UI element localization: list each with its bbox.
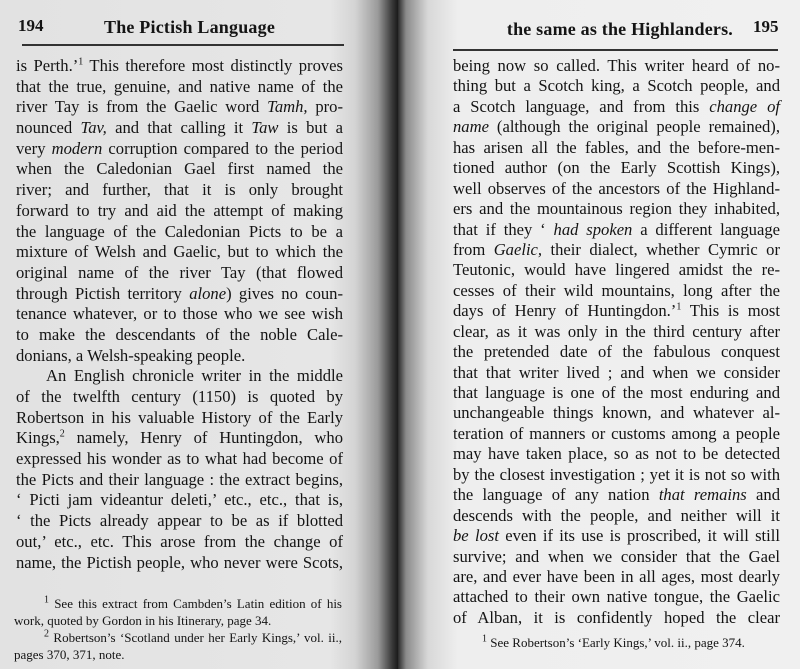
text-line bbox=[16, 408, 343, 429]
text-line bbox=[14, 595, 342, 612]
text-segment: of the twelfth century (1150) is quoted by bbox=[16, 387, 343, 406]
text-line bbox=[453, 424, 780, 444]
text-segment: corruption compared to the period bbox=[102, 138, 343, 158]
text-segment: are, and ever have been in all ages, most dearly bbox=[453, 566, 780, 586]
text-line bbox=[16, 304, 343, 325]
text-line bbox=[453, 444, 780, 464]
text-segment: This is most bbox=[681, 301, 780, 321]
text-line bbox=[453, 179, 780, 199]
text-segment: that the true, genuine, and native name of the bbox=[16, 76, 343, 96]
italic-text: name bbox=[453, 117, 489, 137]
text-line bbox=[16, 532, 343, 553]
text-line bbox=[16, 159, 343, 180]
text-segment: pro- bbox=[307, 97, 344, 117]
text-line bbox=[16, 201, 343, 222]
text-segment: that if they ‘ bbox=[453, 219, 554, 239]
text-segment: river Tay is from the Gaelic word bbox=[16, 97, 268, 117]
text-line bbox=[453, 281, 780, 301]
text-segment: work, quoted by Gordon in his Itinerary, page 34. bbox=[14, 613, 272, 628]
header-rule bbox=[22, 44, 344, 46]
text-segment: forward to try and aid the attempt of making bbox=[16, 200, 343, 220]
text-segment: to make the descendants of the noble Cale- bbox=[16, 324, 343, 344]
text-line bbox=[16, 97, 343, 118]
text-line bbox=[453, 240, 780, 260]
text-line bbox=[16, 118, 343, 139]
text-segment: (although the original people remained), bbox=[488, 117, 780, 137]
text-line bbox=[16, 553, 343, 574]
text-segment: the pretended date of the fabulous conquest bbox=[453, 342, 780, 362]
italic-text: had spoken bbox=[553, 219, 633, 239]
text-segment: An English chronicle writer in the middle bbox=[46, 366, 343, 386]
text-line bbox=[453, 56, 780, 76]
page-number: 194 bbox=[18, 16, 44, 35]
text-line bbox=[16, 387, 343, 408]
text-segment: Robertson’s ‘Scotland under her Early Kings,’ vol. ii., bbox=[49, 630, 342, 645]
text-line bbox=[453, 97, 780, 117]
text-line bbox=[14, 612, 342, 629]
text-segment: This therefore most distinctly proves bbox=[83, 56, 343, 75]
text-segment: the language of any nation bbox=[453, 485, 659, 505]
text-line bbox=[16, 77, 343, 98]
text-line bbox=[453, 322, 780, 342]
text-segment: is but a bbox=[278, 118, 343, 138]
text-line bbox=[16, 242, 343, 263]
text-segment: by the closest investigation ; yet it is not so with bbox=[453, 464, 780, 484]
footnote-marker: 1 bbox=[44, 594, 49, 606]
text-segment: and bbox=[746, 485, 781, 505]
text-segment: ‘ Picti jam videantur deleti,’ etc., etc., that is, bbox=[16, 490, 343, 510]
text-line bbox=[453, 301, 780, 321]
italic-text: that remains bbox=[658, 485, 747, 505]
text-segment: river; and further, that it is only brought bbox=[16, 180, 343, 200]
italic-text: alone bbox=[189, 283, 227, 303]
footnote-marker: 2 bbox=[59, 428, 65, 440]
text-segment: See this extract from Cambden’s Latin edition of his bbox=[49, 596, 342, 611]
text-line bbox=[16, 511, 343, 532]
text-line bbox=[453, 199, 780, 219]
text-segment: ‘ the Picts already appear to be as if blotted bbox=[16, 511, 343, 531]
footnote-marker: 1 bbox=[78, 56, 84, 68]
text-segment: attached to their own native tongue, the Gaelic bbox=[453, 587, 780, 607]
text-segment: Kings, bbox=[16, 428, 60, 448]
text-line bbox=[453, 138, 780, 158]
text-segment: has arisen all the fables, and the before-men- bbox=[453, 137, 780, 157]
text-line bbox=[453, 506, 780, 526]
text-line bbox=[453, 485, 780, 505]
text-segment: pages 370, 371, note. bbox=[14, 647, 125, 662]
text-segment: mixture of Welsh and Gaelic, but to which the bbox=[16, 242, 343, 262]
text-line bbox=[453, 342, 780, 362]
italic-text: change of bbox=[709, 96, 780, 116]
text-segment: days of Henry of Huntingdon.’ bbox=[453, 301, 677, 321]
footnotes bbox=[14, 595, 342, 663]
body-text bbox=[453, 56, 780, 628]
left-page bbox=[0, 0, 398, 669]
footnote-marker: 2 bbox=[44, 628, 49, 640]
text-segment: survive; and when we consider that the Gael bbox=[453, 546, 780, 566]
text-segment: of Alban, it is confidently hoped the clear bbox=[453, 607, 780, 627]
text-segment: very bbox=[16, 138, 52, 158]
text-segment: a different language bbox=[632, 219, 780, 239]
text-segment: that language is one of the most enduring and bbox=[453, 383, 780, 402]
italic-text: modern bbox=[51, 138, 103, 158]
text-segment: even if its use is proscribed, it will still bbox=[498, 526, 780, 546]
text-line bbox=[16, 284, 343, 305]
text-line bbox=[453, 76, 780, 96]
text-segment: name, the Pictish people, who never were Scots, bbox=[16, 552, 343, 572]
text-line bbox=[453, 220, 780, 240]
text-line bbox=[16, 180, 343, 201]
text-line bbox=[16, 56, 343, 77]
text-segment: through Pictish territory bbox=[16, 283, 190, 303]
italic-text: Gaelic, bbox=[493, 239, 543, 259]
text-segment: ) gives no coun- bbox=[226, 283, 343, 303]
text-line bbox=[16, 470, 343, 491]
text-segment: teration of manners or customs among a people bbox=[453, 423, 780, 443]
text-segment: clear, as it was only in the third century after bbox=[453, 321, 780, 341]
text-line bbox=[14, 629, 342, 646]
page-number: 195 bbox=[753, 17, 779, 36]
text-line bbox=[453, 363, 780, 383]
text-segment: Robertson in his valuable History of the Early bbox=[16, 407, 343, 427]
text-segment: nounced bbox=[16, 118, 81, 138]
text-segment: their dialect, whether Cymric or bbox=[542, 239, 781, 259]
body-text bbox=[16, 56, 343, 573]
italic-text: Tav, bbox=[80, 118, 107, 138]
text-line bbox=[16, 346, 343, 367]
text-segment: is Perth.’ bbox=[16, 56, 79, 75]
footnote-marker: 1 bbox=[482, 633, 487, 645]
text-line bbox=[453, 567, 780, 587]
footnote-marker: 1 bbox=[676, 301, 682, 313]
text-segment: descends with the people, and neither will it bbox=[453, 505, 780, 525]
text-line bbox=[453, 158, 780, 178]
text-line bbox=[14, 646, 342, 663]
text-line bbox=[453, 608, 780, 628]
text-segment: the language of the Caledonian Picts to be a bbox=[16, 221, 343, 241]
text-line bbox=[16, 222, 343, 243]
text-segment: See Robertson’s ‘Early Kings,’ vol. ii., page 374. bbox=[487, 635, 745, 650]
text-segment: cesses of their wild mountains, long after the bbox=[453, 280, 780, 300]
text-segment: unchangeable things known, and whatever al- bbox=[453, 403, 780, 423]
running-head: The Pictish Language bbox=[104, 17, 276, 37]
text-line bbox=[482, 633, 772, 653]
text-line bbox=[453, 587, 780, 607]
text-segment: expressed his wonder as to what had become of bbox=[16, 449, 343, 469]
footnotes bbox=[482, 633, 772, 653]
italic-text: Tamh, bbox=[267, 97, 308, 117]
text-segment: ers and the mountainous region they inhabited, bbox=[453, 199, 780, 219]
text-line bbox=[453, 403, 780, 423]
text-segment: namely, Henry of Huntingdon, who bbox=[64, 428, 343, 448]
text-segment: the Picts and their language : the extract begins, bbox=[16, 469, 343, 489]
text-segment: may have taken place, so as not to be detected bbox=[453, 444, 780, 464]
text-segment: original name of the river Tay (that flowed bbox=[16, 262, 343, 282]
text-line bbox=[453, 465, 780, 485]
text-segment: when the Caledonian Gael first named the bbox=[16, 159, 343, 179]
text-segment: tenance whatever, or to those who we see wish bbox=[16, 304, 343, 324]
italic-text: be lost bbox=[453, 526, 499, 546]
text-line bbox=[16, 263, 343, 284]
text-line bbox=[453, 547, 780, 567]
text-segment: tioned author (on the Early Scottish Kings), bbox=[453, 158, 780, 178]
text-segment: from bbox=[453, 239, 494, 259]
text-line bbox=[16, 325, 343, 346]
text-line bbox=[16, 366, 343, 387]
text-segment: being now so called. This writer heard of no- bbox=[453, 56, 780, 75]
text-segment: a Scotch language, and from this bbox=[453, 96, 710, 116]
text-line bbox=[453, 260, 780, 280]
text-segment: out,’ etc., etc. This arose from the change of bbox=[16, 531, 343, 551]
text-segment: and that calling it bbox=[106, 118, 252, 138]
text-line bbox=[453, 383, 780, 403]
text-line bbox=[16, 428, 343, 449]
text-line bbox=[16, 139, 343, 160]
text-line bbox=[453, 526, 780, 546]
header-rule bbox=[453, 49, 778, 51]
text-segment: that that writer lived ; and when we consider bbox=[453, 362, 780, 382]
right-page bbox=[398, 0, 800, 669]
text-line bbox=[453, 117, 780, 137]
text-segment: well observes of the ancestors of the Highland- bbox=[453, 178, 780, 198]
text-segment: thing but a Scotch king, a Scotch people, and bbox=[453, 76, 780, 96]
text-segment: Teutonic, would have lingered amidst the re- bbox=[453, 260, 780, 280]
running-head: the same as the Highlanders. bbox=[506, 19, 733, 39]
text-segment: donians, a Welsh-speaking people. bbox=[16, 345, 246, 365]
text-line bbox=[16, 490, 343, 511]
italic-text: Taw bbox=[251, 118, 279, 138]
text-line bbox=[16, 449, 343, 470]
